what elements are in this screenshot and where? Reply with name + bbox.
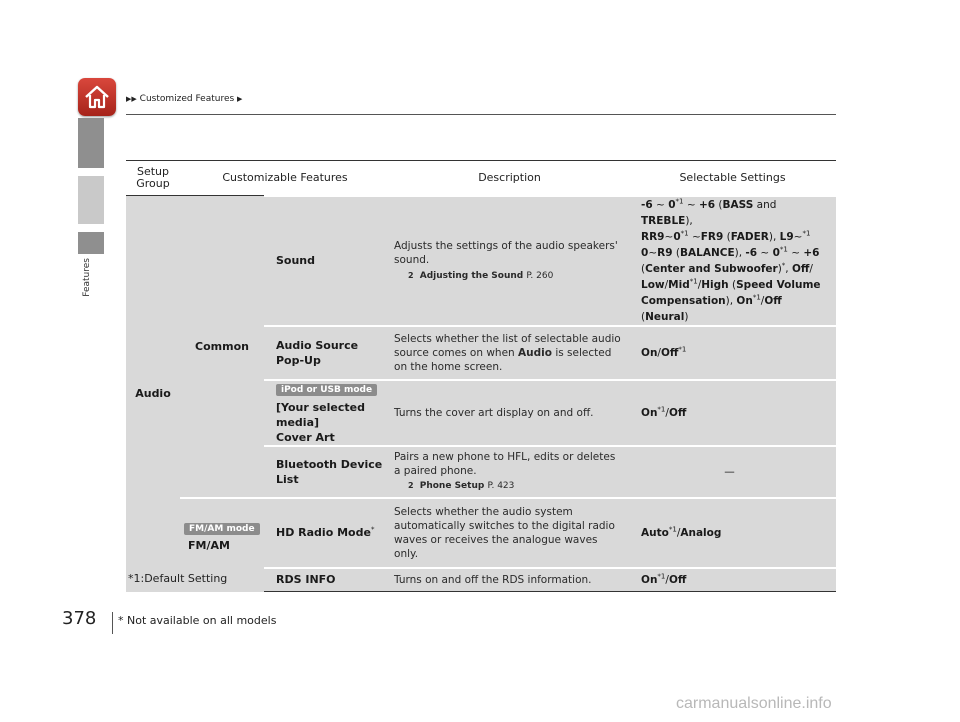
desc-bluetooth-device-list	[390, 446, 629, 498]
sel-sound-sup: *1	[675, 197, 684, 205]
desc-cover-art: Turns the cover art display on and off.	[390, 380, 629, 446]
sel-sep: /	[657, 346, 661, 359]
feature-rds-info: RDS INFO	[264, 568, 390, 592]
header-setup-group: Setup Group	[126, 161, 180, 196]
sel-sound-part: (	[641, 262, 646, 275]
sel-sound-part: ),	[685, 214, 693, 227]
sel-sound-part: (	[675, 246, 680, 259]
side-tab-label: Features	[82, 258, 92, 297]
sel-sound-part: On	[736, 294, 753, 307]
sel-sound-part: )	[684, 310, 689, 323]
sel-sound-part: ~	[648, 246, 658, 259]
breadcrumb-label[interactable]: Customized Features	[139, 94, 235, 104]
sel-sound-part: TREBLE	[641, 214, 686, 227]
fm-am-mode-badge-wrap	[180, 521, 264, 539]
sel-sound-part: Center and Subwoofer	[645, 262, 778, 275]
breadcrumb-arrow: ▶▶	[126, 95, 137, 103]
subgroup-common: Common	[180, 196, 264, 498]
desc-bluetooth-text: Pairs a new phone to HFL, edits or deletes a paired phone.	[394, 451, 616, 477]
breadcrumb-tail-arrow: ▶	[237, 95, 243, 103]
desc-audio-source-popup	[390, 326, 629, 380]
desc-audio-source-text-2: is selected on the home screen.	[394, 346, 612, 373]
sel-sound-part: Neural	[645, 310, 685, 323]
sel-sound-part: ~	[656, 198, 665, 211]
sel-sound-part: 0	[641, 246, 649, 259]
sel-sound-part: -6	[745, 246, 758, 259]
table-row	[126, 498, 836, 568]
sel-sound-part: L9	[779, 230, 794, 243]
sel-off: Off	[668, 406, 687, 419]
sel-sound-part: BASS	[722, 198, 754, 211]
feature-sound: Sound	[264, 196, 390, 326]
availability-notice: * Not available on all models	[118, 614, 277, 627]
ref-adjusting-sound[interactable]	[408, 269, 623, 283]
desc-hd-radio-mode: Selects whether the audio system automatically switches to the digital radio waves or receives the analogue waves only.	[390, 498, 629, 568]
sel-sound-part: (	[641, 310, 646, 323]
desc-rds-info: Turns on and off the RDS information.	[390, 568, 629, 592]
ref-adjusting-sound-page: P. 260	[526, 270, 554, 281]
desc-audio-source-bold: Audio	[518, 346, 552, 359]
table-row	[126, 196, 836, 326]
side-tab-middle	[78, 176, 104, 224]
sel-sound-part: ~	[664, 230, 674, 243]
sel-cover-art	[629, 380, 836, 446]
sel-on: On	[641, 573, 658, 586]
header-description: Description	[390, 161, 629, 196]
sel-sound-part: ~	[760, 246, 770, 259]
sel-sound-part: Off	[764, 294, 782, 307]
sel-sound-part: Mid	[668, 278, 690, 291]
feature-cover-art-label: Cover Art	[276, 430, 335, 444]
sel-sep: /	[676, 526, 681, 539]
sel-sound-part: (	[718, 198, 723, 211]
group-audio: Audio	[126, 196, 180, 592]
feature-hd-radio-label: HD Radio Mode	[276, 526, 371, 539]
sel-sound-part: ~	[791, 246, 801, 259]
sel-sound-part: ),	[768, 230, 777, 243]
default-setting-footnote: *1:Default Setting	[128, 572, 228, 585]
desc-audio-source-text: Selects whether the list of selectable audio source comes on when	[394, 332, 621, 359]
sel-sound-sup: *	[781, 261, 786, 269]
watermark: carmanualsonline.info	[676, 695, 832, 712]
table-header-row	[126, 161, 836, 196]
footer-divider	[112, 612, 113, 634]
sel-sound-part: /	[664, 278, 669, 291]
sel-sound-part: Low	[641, 278, 665, 291]
sel-sound-part: RR9	[641, 230, 665, 243]
breadcrumb[interactable]	[126, 94, 242, 104]
home-button[interactable]	[78, 78, 116, 116]
sel-sound-part: High	[701, 278, 729, 291]
page-number: 378	[62, 608, 97, 629]
feature-cover-art	[264, 380, 390, 446]
sel-on: On	[641, 346, 658, 359]
sel-sound-sup: *1	[802, 229, 811, 237]
header-rule	[126, 114, 836, 115]
sel-sound-part: 0	[772, 246, 780, 259]
sel-sound-part: BALANCE	[680, 246, 735, 259]
sel-sound-part: (	[726, 230, 731, 243]
desc-sound	[390, 196, 629, 326]
header-selectable-settings: Selectable Settings	[629, 161, 836, 196]
home-icon	[83, 83, 111, 111]
side-tab-upper	[78, 118, 104, 168]
sel-sound-sup: *1	[680, 229, 689, 237]
sel-sound-part: 0	[673, 230, 681, 243]
desc-sound-text: Adjusts the settings of the audio speakers' sound.	[394, 239, 618, 266]
customizable-features-table	[126, 160, 836, 592]
ref-phone-setup-page: P. 423	[487, 481, 515, 491]
sel-off: Off	[668, 573, 687, 586]
sel-auto: Auto	[641, 526, 669, 539]
feature-cover-art-media: [Your selected media]	[276, 400, 365, 429]
sel-sep: /	[665, 573, 669, 586]
sel-sound-part: )	[777, 262, 782, 275]
sel-off: Off	[660, 346, 679, 359]
ref-phone-setup-text: Phone Setup	[419, 481, 485, 491]
sel-sound-part: (	[732, 278, 737, 291]
sel-sup: *1	[657, 572, 666, 581]
ref-phone-setup[interactable]	[408, 479, 623, 493]
ref-adjusting-sound-text: Adjusting the Sound	[419, 270, 524, 281]
fm-am-mode-badge: FM/AM mode	[184, 523, 260, 535]
sel-analog: Analog	[680, 526, 722, 539]
sel-sound-part: /	[760, 294, 765, 307]
sel-sep: /	[665, 406, 669, 419]
sel-sound-part: /	[809, 262, 813, 275]
feature-hd-radio-sup: *	[370, 525, 375, 534]
sel-on: On	[641, 406, 658, 419]
feature-audio-source-popup: Audio Source Pop-Up	[264, 326, 390, 380]
sel-sound-part: ~	[793, 230, 803, 243]
reference-icon: 2	[408, 481, 414, 490]
subgroup-fm-am-label: FM/AM	[188, 538, 230, 552]
sel-sound-part: R9	[657, 246, 673, 259]
sel-sound-sup: *1	[689, 277, 698, 285]
sel-sound-part: -6	[641, 198, 653, 211]
sel-sound-part: Speed Volume Compensation	[641, 278, 821, 307]
side-tab-active[interactable]	[78, 232, 104, 254]
sel-hd-radio-mode	[629, 498, 836, 568]
sel-sup: *1	[678, 345, 687, 353]
sel-sound-part: and	[756, 198, 777, 211]
sel-sound-part: Off	[791, 262, 810, 275]
sel-sup: *1	[668, 525, 677, 533]
sel-sound-part: ~	[686, 198, 696, 211]
sel-bluetooth-device-list: —	[629, 446, 836, 498]
header-customizable-features: Customizable Features	[180, 161, 390, 196]
feature-hd-radio-mode	[264, 498, 390, 568]
sel-sound-part: ~	[691, 230, 701, 243]
sel-sound-sup: *1	[752, 293, 761, 301]
reference-icon: 2	[408, 270, 414, 280]
sel-sound-part: +6	[803, 246, 820, 259]
sel-rds-info	[629, 568, 836, 592]
sel-audio-source-popup	[629, 326, 836, 380]
sel-sound	[629, 196, 836, 326]
sel-sound-part: +6	[698, 198, 716, 211]
sel-sound-part: ,	[785, 262, 789, 275]
sel-sound-part: 0	[668, 198, 676, 211]
sel-sound-part: ),	[725, 294, 734, 307]
sel-sound-part: ),	[734, 246, 743, 259]
sel-sound-part: FADER	[730, 230, 769, 243]
sel-sup: *1	[657, 405, 666, 413]
sel-sound-part: /	[697, 278, 702, 291]
feature-bluetooth-device-list: Bluetooth Device List	[264, 446, 390, 498]
sel-sound-part: FR9	[700, 230, 724, 243]
sel-sound-sup: *1	[779, 245, 788, 253]
ipod-usb-mode-badge: iPod or USB mode	[276, 384, 377, 396]
